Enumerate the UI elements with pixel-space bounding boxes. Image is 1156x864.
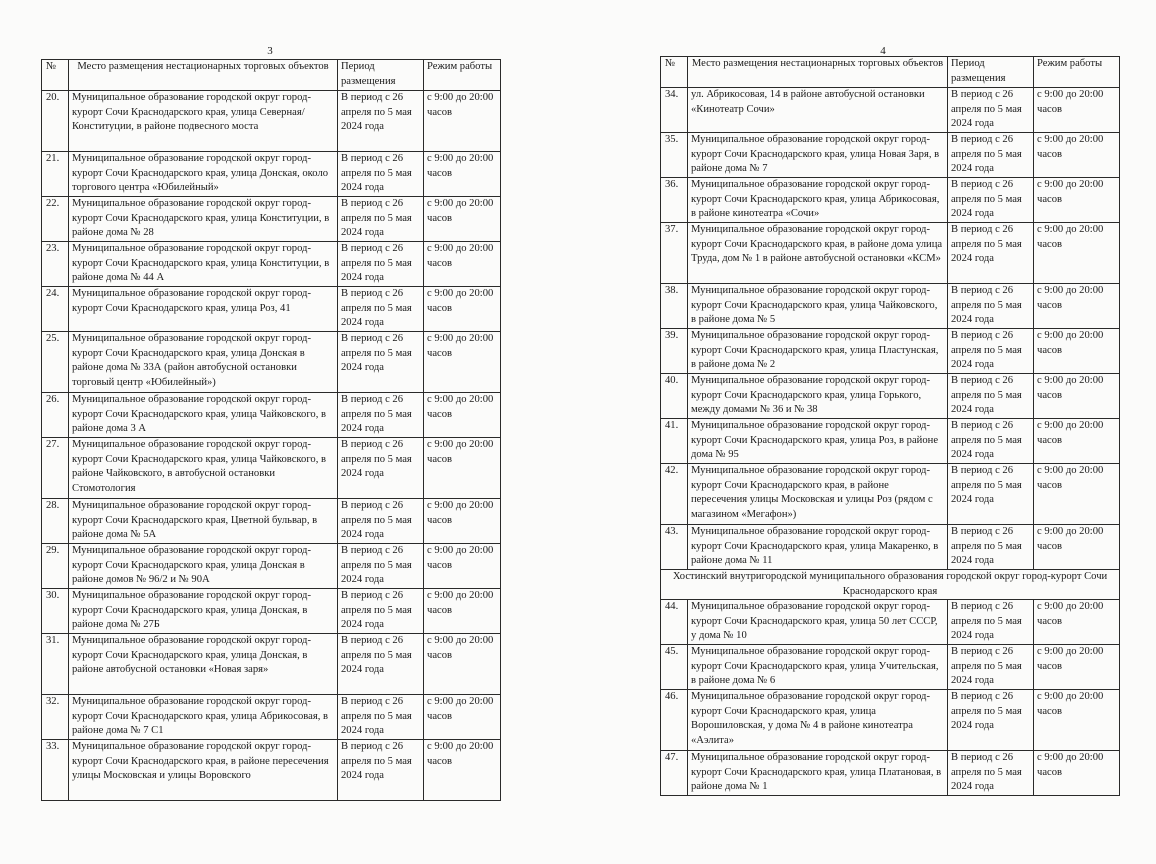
- table-row: [42, 91, 501, 152]
- row-mode: с 9:00 до 20:00 часов: [424, 544, 501, 589]
- row-place: Муниципальное образование городской округ город-курорт Сочи Краснодарского края, улица Роз, в районе дома № 95: [688, 419, 948, 464]
- table-header-row: [661, 57, 1120, 88]
- row-place: Муниципальное образование городской округ город-курорт Сочи Краснодарского края, улица Донская, в районе дома № 27Б: [69, 589, 338, 634]
- row-period: В период с 26 апреля по 5 мая 2024 года: [948, 329, 1034, 374]
- table-row: [42, 152, 501, 197]
- column-header-number: №: [661, 57, 688, 88]
- row-period: В период с 26 апреля по 5 мая 2024 года: [338, 393, 424, 438]
- row-number: 32.: [42, 695, 69, 740]
- row-place: Муниципальное образование городской округ город-курорт Сочи Краснодарского края, улица Донская в районе дома № 33А (район автобусной остановки торговый центр «Юбилейный»): [69, 332, 338, 393]
- row-mode: с 9:00 до 20:00 часов: [424, 438, 501, 499]
- table-row: [661, 284, 1120, 329]
- row-place: Муниципальное образование городской округ город-курорт Сочи Краснодарского края, улица Чайковского, в районе Чайковского, в автобусной остановки Стомотология: [69, 438, 338, 499]
- column-header-place: Место размещения нестационарных торговых объектов: [69, 60, 338, 91]
- row-mode: с 9:00 до 20:00 часов: [1034, 374, 1120, 419]
- row-period: В период с 26 апреля по 5 мая 2024 года: [338, 152, 424, 197]
- table-row: [661, 374, 1120, 419]
- row-period: В период с 26 апреля по 5 мая 2024 года: [948, 419, 1034, 464]
- row-number: 35.: [661, 133, 688, 178]
- row-place: Муниципальное образование городской округ город-курорт Сочи Краснодарского края, улица Чайковского, в районе дома № 5: [688, 284, 948, 329]
- row-mode: с 9:00 до 20:00 часов: [424, 695, 501, 740]
- row-place: Муниципальное образование городской округ город-курорт Сочи Краснодарского края, улица Конституции, в районе дома № 28: [69, 197, 338, 242]
- row-number: 47.: [661, 751, 688, 796]
- row-mode: с 9:00 до 20:00 часов: [1034, 223, 1120, 284]
- row-place: Муниципальное образование городской округ город-курорт Сочи Краснодарского края, улица Донская, около торгового центра «Юбилейный»: [69, 152, 338, 197]
- table-row: [661, 223, 1120, 284]
- row-mode: с 9:00 до 20:00 часов: [1034, 284, 1120, 329]
- table-row: [661, 600, 1120, 645]
- row-number: 40.: [661, 374, 688, 419]
- table-row: [661, 645, 1120, 690]
- table-row: [661, 133, 1120, 178]
- table-row: [42, 695, 501, 740]
- row-number: 39.: [661, 329, 688, 374]
- row-period: В период с 26 апреля по 5 мая 2024 года: [948, 525, 1034, 570]
- row-period: В период с 26 апреля по 5 мая 2024 года: [948, 223, 1034, 284]
- row-period: В период с 26 апреля по 5 мая 2024 года: [338, 287, 424, 332]
- row-place: Муниципальное образование городской округ город-курорт Сочи Краснодарского края, улица Абрикосовая, в районе дома № 7 С1: [69, 695, 338, 740]
- row-number: 26.: [42, 393, 69, 438]
- row-number: 25.: [42, 332, 69, 393]
- document-page-4: [578, 0, 1156, 864]
- row-mode: с 9:00 до 20:00 часов: [1034, 600, 1120, 645]
- table-row: [42, 740, 501, 801]
- row-period: В период с 26 апреля по 5 мая 2024 года: [948, 464, 1034, 525]
- row-mode: с 9:00 до 20:00 часов: [424, 91, 501, 152]
- row-number: 36.: [661, 178, 688, 223]
- row-number: 33.: [42, 740, 69, 801]
- row-period: В период с 26 апреля по 5 мая 2024 года: [948, 284, 1034, 329]
- row-period: В период с 26 апреля по 5 мая 2024 года: [338, 332, 424, 393]
- row-period: В период с 26 апреля по 5 мая 2024 года: [338, 544, 424, 589]
- row-number: 42.: [661, 464, 688, 525]
- row-number: 45.: [661, 645, 688, 690]
- row-period: В период с 26 апреля по 5 мая 2024 года: [338, 589, 424, 634]
- row-place: Муниципальное образование городской округ город-курорт Сочи Краснодарского края, улица Платановая, в районе дома № 1: [688, 751, 948, 796]
- table-row: [42, 438, 501, 499]
- row-place: Муниципальное образование городской округ город-курорт Сочи Краснодарского края, улица Донская, в районе автобусной остановки «Новая заря»: [69, 634, 338, 695]
- table-row: [661, 88, 1120, 133]
- row-period: В период с 26 апреля по 5 мая 2024 года: [338, 242, 424, 287]
- column-header-mode: Режим работы: [424, 60, 501, 91]
- row-place: Муниципальное образование городской округ город-курорт Сочи Краснодарского края, в районе пересечения улицы Московская и улицы Роз (рядом с магазином «Мегафон»): [688, 464, 948, 525]
- table-row: [661, 751, 1120, 796]
- row-number: 41.: [661, 419, 688, 464]
- row-number: 31.: [42, 634, 69, 695]
- column-header-period: Период размещения: [338, 60, 424, 91]
- row-place: Муниципальное образование городской округ город-курорт Сочи Краснодарского края, улица Новая Заря, в районе дома № 7: [688, 133, 948, 178]
- row-period: В период с 26 апреля по 5 мая 2024 года: [338, 438, 424, 499]
- row-place: Муниципальное образование городской округ город-курорт Сочи Краснодарского края, улица Абрикосовая, в районе кинотеатра «Сочи»: [688, 178, 948, 223]
- row-mode: с 9:00 до 20:00 часов: [1034, 329, 1120, 374]
- row-number: 24.: [42, 287, 69, 332]
- row-mode: с 9:00 до 20:00 часов: [1034, 690, 1120, 751]
- page-number: 3: [267, 45, 273, 57]
- row-place: Муниципальное образование городской округ город-курорт Сочи Краснодарского края, улица Донская в районе домов № 96/2 и № 90А: [69, 544, 338, 589]
- row-mode: с 9:00 до 20:00 часов: [1034, 645, 1120, 690]
- placement-table: [660, 56, 1120, 796]
- row-number: 21.: [42, 152, 69, 197]
- table-row: [661, 419, 1120, 464]
- row-number: 43.: [661, 525, 688, 570]
- table-row: [42, 544, 501, 589]
- row-place: Муниципальное образование городской округ город-курорт Сочи Краснодарского края, улица Учительская, в районе дома № 6: [688, 645, 948, 690]
- row-period: В период с 26 апреля по 5 мая 2024 года: [338, 197, 424, 242]
- row-mode: с 9:00 до 20:00 часов: [424, 242, 501, 287]
- row-mode: с 9:00 до 20:00 часов: [424, 740, 501, 801]
- row-number: 44.: [661, 600, 688, 645]
- row-place: Муниципальное образование городской округ город-курорт Сочи Краснодарского края, улица Ворошиловская, у дома № 4 в районе кинотеатра «Аэлита»: [688, 690, 948, 751]
- row-period: В период с 26 апреля по 5 мая 2024 года: [338, 740, 424, 801]
- row-place: Муниципальное образование городской округ город-курорт Сочи Краснодарского края, улица Конституции, в районе дома № 44 А: [69, 242, 338, 287]
- table-row: [661, 464, 1120, 525]
- row-period: В период с 26 апреля по 5 мая 2024 года: [948, 178, 1034, 223]
- row-mode: с 9:00 до 20:00 часов: [424, 152, 501, 197]
- row-period: В период с 26 апреля по 5 мая 2024 года: [948, 751, 1034, 796]
- row-place: Муниципальное образование городской округ город-курорт Сочи Краснодарского края, улица Чайковского, в районе дома 3 А: [69, 393, 338, 438]
- row-number: 27.: [42, 438, 69, 499]
- table-row: [42, 499, 501, 544]
- district-heading-row: [661, 570, 1120, 600]
- table-row: [42, 634, 501, 695]
- row-place: Муниципальное образование городской округ город-курорт Сочи Краснодарского края, улица Горького, между домами № 36 и № 38: [688, 374, 948, 419]
- row-mode: с 9:00 до 20:00 часов: [1034, 751, 1120, 796]
- row-place: Муниципальное образование городской округ город-курорт Сочи Краснодарского края, улица Пластунская, в районе дома № 2: [688, 329, 948, 374]
- table-row: [42, 287, 501, 332]
- column-header-number: №: [42, 60, 69, 91]
- table-body: [661, 88, 1120, 796]
- row-number: 23.: [42, 242, 69, 287]
- table-row: [661, 525, 1120, 570]
- row-number: 38.: [661, 284, 688, 329]
- row-place: Муниципальное образование городской округ город-курорт Сочи Краснодарского края, Цветной бульвар, в районе дома № 5А: [69, 499, 338, 544]
- row-period: В период с 26 апреля по 5 мая 2024 года: [948, 88, 1034, 133]
- row-place: Муниципальное образование городской округ город-курорт Сочи Краснодарского края, улица 50 лет СССР, у дома № 10: [688, 600, 948, 645]
- row-number: 22.: [42, 197, 69, 242]
- placement-table: [41, 59, 501, 801]
- row-mode: с 9:00 до 20:00 часов: [1034, 525, 1120, 570]
- table-header-row: [42, 60, 501, 91]
- table-row: [661, 329, 1120, 374]
- row-period: В период с 26 апреля по 5 мая 2024 года: [948, 690, 1034, 751]
- row-place: ул. Абрикосовая, 14 в районе автобусной остановки «Кинотеатр Сочи»: [688, 88, 948, 133]
- row-number: 34.: [661, 88, 688, 133]
- row-period: В период с 26 апреля по 5 мая 2024 года: [948, 645, 1034, 690]
- column-header-period: Период размещения: [948, 57, 1034, 88]
- table-row: [42, 332, 501, 393]
- row-place: Муниципальное образование городской округ город-курорт Сочи Краснодарского края, в районе пересечения улицы Московская и улицы Воровского: [69, 740, 338, 801]
- row-mode: с 9:00 до 20:00 часов: [424, 197, 501, 242]
- row-number: 30.: [42, 589, 69, 634]
- row-mode: с 9:00 до 20:00 часов: [1034, 88, 1120, 133]
- row-mode: с 9:00 до 20:00 часов: [1034, 419, 1120, 464]
- row-number: 29.: [42, 544, 69, 589]
- row-period: В период с 26 апреля по 5 мая 2024 года: [948, 374, 1034, 419]
- row-period: В период с 26 апреля по 5 мая 2024 года: [338, 634, 424, 695]
- row-mode: с 9:00 до 20:00 часов: [424, 634, 501, 695]
- row-number: 28.: [42, 499, 69, 544]
- row-mode: с 9:00 до 20:00 часов: [424, 499, 501, 544]
- table-row: [42, 393, 501, 438]
- row-mode: с 9:00 до 20:00 часов: [424, 287, 501, 332]
- column-header-place: Место размещения нестационарных торговых объектов: [688, 57, 948, 88]
- row-period: В период с 26 апреля по 5 мая 2024 года: [338, 499, 424, 544]
- table-row: [42, 589, 501, 634]
- row-place: Муниципальное образование городской округ город-курорт Сочи Краснодарского края, улица Макаренко, в районе дома № 11: [688, 525, 948, 570]
- row-mode: с 9:00 до 20:00 часов: [1034, 464, 1120, 525]
- table-body: [42, 91, 501, 801]
- row-period: В период с 26 апреля по 5 мая 2024 года: [338, 695, 424, 740]
- row-place: Муниципальное образование городской округ город-курорт Сочи Краснодарского края, в районе дома улица Труда, дом № 1 в районе автобусной остановки «КСМ»: [688, 223, 948, 284]
- row-mode: с 9:00 до 20:00 часов: [424, 589, 501, 634]
- table-row: [661, 690, 1120, 751]
- row-period: В период с 26 апреля по 5 мая 2024 года: [948, 600, 1034, 645]
- row-mode: с 9:00 до 20:00 часов: [1034, 178, 1120, 223]
- row-mode: с 9:00 до 20:00 часов: [424, 332, 501, 393]
- district-heading: Хостинский внутригородской муниципального образования городской округ город-курорт Сочи Краснодарского края: [661, 570, 1120, 600]
- page-number: 4: [880, 45, 886, 57]
- row-number: 20.: [42, 91, 69, 152]
- row-period: В период с 26 апреля по 5 мая 2024 года: [948, 133, 1034, 178]
- row-mode: с 9:00 до 20:00 часов: [424, 393, 501, 438]
- table-row: [42, 242, 501, 287]
- row-period: В период с 26 апреля по 5 мая 2024 года: [338, 91, 424, 152]
- row-place: Муниципальное образование городской округ город-курорт Сочи Краснодарского края, улица Северная/Конституции, в районе подвесного моста: [69, 91, 338, 152]
- table-row: [661, 178, 1120, 223]
- table-row: [42, 197, 501, 242]
- row-number: 46.: [661, 690, 688, 751]
- column-header-mode: Режим работы: [1034, 57, 1120, 88]
- row-place: Муниципальное образование городской округ город-курорт Сочи Краснодарского края, улица Роз, 41: [69, 287, 338, 332]
- row-number: 37.: [661, 223, 688, 284]
- row-mode: с 9:00 до 20:00 часов: [1034, 133, 1120, 178]
